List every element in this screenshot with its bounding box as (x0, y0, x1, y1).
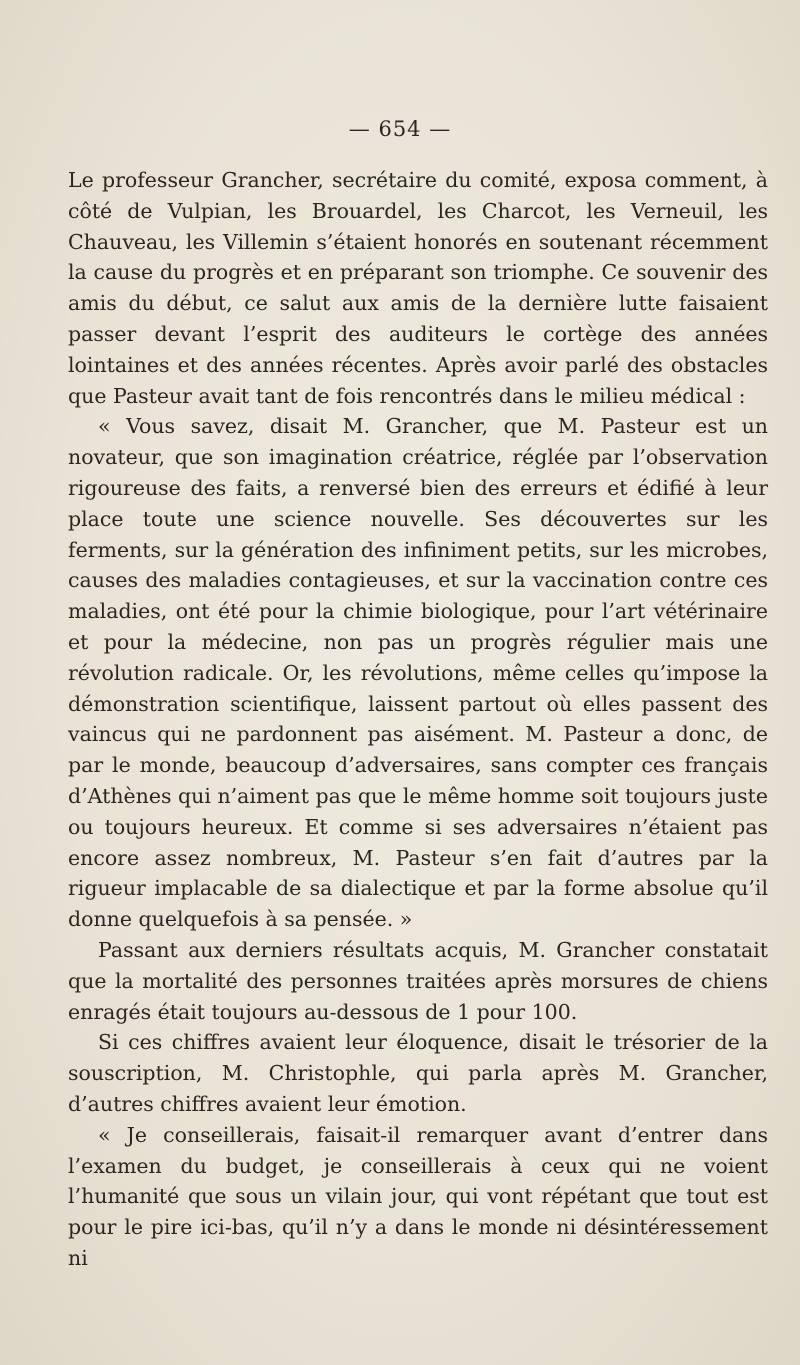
body-text (68, 165, 768, 1274)
paragraph-grancher-intro: Le professeur Grancher, secrétaire du comité, exposa comment, à côté de Vulpian, les Brouardel, les Charcot, les Verneuil, les Chauveau, les Villemin s’étaient honorés en soutenant récemment la cause du progrès et en préparant son triomphe. Ce souvenir des amis du début, ce salut aux amis de la dernière lutte faisaient passer devant l’esprit des auditeurs le cortège des années lointaines et des années récentes. Après avoir parlé des obstacles que Pasteur avait tant de fois rencontrés dans le milieu médical : (68, 168, 768, 408)
paragraph-mortality-results: Passant aux derniers résultats acquis, M. Grancher constatait que la mortalité des personnes traitées après morsures de chiens enragés était toujours au-dessous de 1 pour 100. (68, 937, 768, 1024)
paragraph-budget-quote: « Je conseillerais, faisait-il remarquer avant d’entrer dans l’examen du budget, je conseillerais à ceux qui ne voient l’humanité que sous un vilain jour, qui vont répétant que tout est pour le pire ici-bas, qu’il n’y a dans le monde ni désintéressement ni (68, 1122, 768, 1270)
paragraph-grancher-quote: « Vous savez, disait M. Grancher, que M. Pasteur est un novateur, que son imagination créatrice, réglée par l’observation rigoureuse des faits, a renversé bien des erreurs et édifié à leur place toute une science nouvelle. Ses découvertes sur les ferments, sur la génération des infiniment petits, sur les microbes, causes des maladies contagieuses, et sur la vaccination contre ces maladies, ont été pour la chimie biologique, pour l’art vétérinaire et pour la médecine, non pas un progrès régulier mais une révolution radicale. Or, les révolutions, même celles qu’impose la démonstration scientifique, laissent partout où elles passent des vaincus qui ne pardonnent pas aisément. M. Pasteur a donc, de par le monde, beaucoup d’adversaires, sans compter ces français d’Athènes qui n’aiment pas que le même homme soit toujours juste ou toujours heureux. Et comme si ses adversaires n’étaient pas encore assez nombreux, M. Pasteur s’en fait d’autres par la rigueur implacable de sa dialectique et par la forme absolue qu’il donne quelquefois à sa pensée. » (68, 414, 768, 932)
paragraph-christophle: Si ces chiffres avaient leur éloquence, disait le trésorier de la souscription, M. Christophle, qui parla après M. Grancher, d’autres chiffres avaient leur émotion. (68, 1030, 768, 1116)
page-number: — 654 — (348, 117, 452, 141)
